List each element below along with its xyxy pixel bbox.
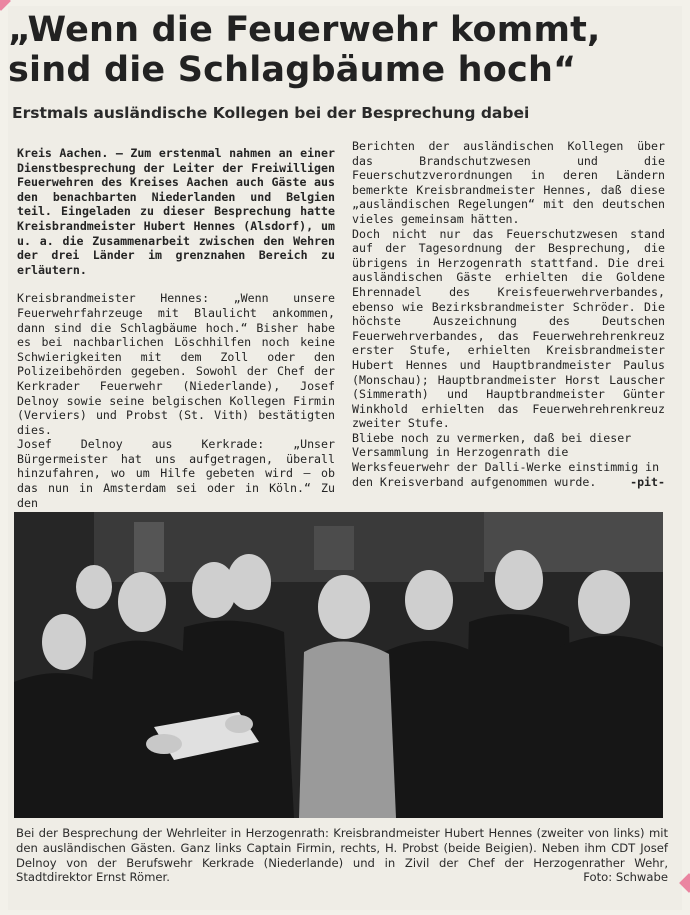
paragraph bbox=[352, 431, 665, 489]
subheadline: Erstmals ausländische Kollegen bei der Besprechung dabei bbox=[12, 104, 530, 122]
caption-text: Bei der Besprechung der Wehrleiter in Herzogenrath: Kreisbrandmeister Hubert Hennes (zweiter von links) mit den ausländischen Gästen. Ganz links Captain Firmin, rechts, H. Probst (beide Beigien). Neben ihm CDT Josef Delnoy von der Berufswehr Kerkrade (Niederlande) und in Zivil der Chef der Herzogenrather Wehr, Stadtdirektor Ernst Römer. bbox=[16, 826, 668, 885]
photo-credit: Foto: Schwabe bbox=[583, 870, 668, 885]
article-column-right bbox=[352, 139, 665, 489]
paragraph: Kreisbrandmeister Hennes: „Wenn unsere Feuerwehrfahrzeuge mit Blaulicht ankommen, dann sind die Schlagbäume hoch.“ Bisher habe es bei nachbarlichen Löschhilfen noch keine Schwierigkeiten mit dem Zoll oder den Polizeibehörden gegeben. Sowohl der Chef der Kerkrader Feuerwehr (Niederlande), Josef Delnoy sowie seine belgischen Kollegen Firmin (Verviers) und Probst (St. Vith) bestätigten dies. bbox=[17, 291, 335, 437]
headline bbox=[8, 10, 608, 90]
author-signature: -pit- bbox=[630, 474, 665, 489]
paragraph-text: Bliebe noch zu vermerken, daß bei dieser Versammlung in Herzogenrath die Werksfeuerwehr der Dalli-Werke einstimmig in den Kreisverband aufgenommen wurde. bbox=[352, 430, 660, 489]
group-photo-illustration bbox=[14, 512, 663, 818]
lead-paragraph: Kreis Aachen. — Zum erstenmal nahmen an einer Dienstbesprechung der Leiter der Freiwilligen Feuerwehren des Kreises Aachen auch Gäste aus den benachbarten Niederlanden und Belgien teil. Eingeladen zu dieser Besprechung hatte Kreisbrandmeister Hubert Hennes (Alsdorf), um u. a. die Zusammenarbeit zwischen den Wehren der drei Länder im grenznahen Bereich zu erläutern. bbox=[17, 146, 335, 277]
article-column-left bbox=[17, 146, 335, 510]
paragraph: Doch nicht nur das Feuerschutzwesen stand auf der Tagesordnung der Besprechung, die übrigens in Herzogenrath stattfand. Die drei ausländischen Gäste erhielten die Goldene Ehrennadel des Kreisfeuerwehrverbandes, ebenso wie Bezirksbrandmeister Schröder. Die höchste Auszeichnung des Deutschen Feuerwehrverbandes, das Feuerwehrehrenkreuz erster Stufe, erhielten Kreisbrandmeister Hubert Hennes und Hauptbrandmeister Paulus (Monschau); Hauptbrandmeister Horst Lauscher (Simmerath) und Hauptbrandmeister Günter Winkhold erhielten das Feuerwehrehrenkreuz zweiter Stufe. bbox=[352, 226, 665, 431]
paragraph: Josef Delnoy aus Kerkrade: „Unser Bürgermeister hat uns aufgetragen, überall hinzufahren, wo um Hilfe gebeten wird — ob das nun in Amsterdam sei oder in Köln.“ Zu den bbox=[17, 437, 335, 510]
photo-caption bbox=[16, 826, 668, 885]
article-photo bbox=[14, 512, 663, 818]
headline-line: sind die Schlagbäume hoch“ bbox=[8, 50, 577, 90]
paragraph: Berichten der ausländischen Kollegen über das Brandschutzwesen und die Feuerschutzverordnungen in deren Ländern bemerkte Kreisbrandmeister Hennes, daß diese „ausländischen Regelungen“ mit den deutschen vieles gemeinsam hätten. bbox=[352, 139, 665, 226]
headline-line: „Wenn die Feuerwehr kommt, bbox=[8, 10, 601, 50]
